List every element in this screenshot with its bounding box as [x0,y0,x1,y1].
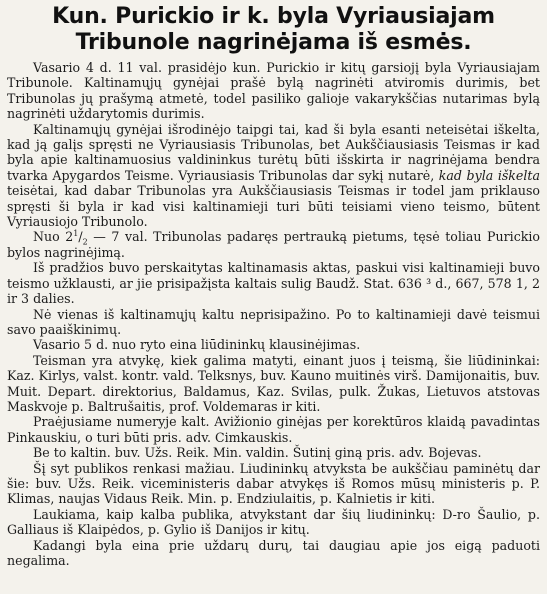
paragraph-11: Laukiama, kaip kalba publika, atvykstant dar šių liudininkų: D-ro Šaulio, p. Galliaus iš Klaipėdos, p. Gylio iš Danijos ir kitų. [7,506,540,538]
paragraph-8: Praėjusiame numeryje kalt. Avižionio ginėjas per korektūros klaidą pavadintas Pinkauskiu, o turi būti pris. adv. Cimkauskis. [7,414,540,445]
paragraph-6: Vasario 5 d. nuo ryto eina liūdininkų klausinėjimas. [33,337,361,353]
fraction-numerator: 1 [73,229,79,239]
headline-line-1: Kun. Purickio ir k. byla Vyriausiajam [52,4,495,29]
paragraph-2-text-a: Kaltinamųjų gynėjai išrodinėjo taipgi tai, kad ši byla esanti neteisėtai iškelta, kad ją galįs spręsti ne Vyriausiasis Tribunolas, bet Aukščiausiasis Teismas ir kad byla apie kaltinamuosius valdininkus turėtų būti išskirta ir nagrinėjama bendra tvarka Apygardos Teisme. Vyriausiasis Tribunolas dar sykį nutarė, [7,121,540,183]
paragraph-12: Kadangi byla eina prie uždarų durų, tai daugiau apie jos eigą paduoti negalima. [7,537,540,568]
paragraph-10: Šį syt publikos renkasi mažiau. Liudininkų atvyksta be aukščiau paminėtų dar šie: buv. Užs. Reik. viceministeris dabar atvykęs iš Romos mūsų ministeris p. P. Klimas, naujas Vidaus Reik. Min. p. Endziulaitis, p. Kalnietis ir kiti. [7,460,540,507]
paragraph-2 [7,122,540,230]
paragraph-2-emphasis: kad byla iškelta [438,167,540,183]
paragraph-2-text-b: teisėtai, kad dabar Tribunolas yra Aukščiausiasis Teismas ir todel jam priklauso spręsti ši byla ir kad visi kaltinamieji turi būti teisiami vieno teismo, būtent Vyriausiojo Tribunolo. [7,183,540,230]
paragraph-7: Teisman yra atvykę, kiek galima matyti, einant juos į teismą, šie liūdininkai: Kaz. Kirlys, valst. kontr. vald. Telksnys, buv. Kauno muitinės virš. Damijonaitis, buv. Muit. Depart. direktorius, Baldamus, Kaz. Svilas, pulk. Žukas, Lietuvos atstovas Maskvoje p. Baltrušaitis, prof. Voldemaras ir kiti. [7,352,540,414]
paragraph-4: Iš pradžios buvo perskaitytas kaltinamasis aktas, paskui visi kaltinamieji buvo teismo užklausti, ar jie prisipažįsta kaltais sulig Baudž. Stat. 636 ³ d., 667, 578 1, 2 ir 3 dalies. [7,260,540,307]
paragraph-3-text-b: — 7 val. Tribunolas padaręs pertrauką pietums, tęsė toliau Purickio bylos nagrinėjimą. [7,229,540,260]
headline-line-2: Tribunole nagrinėjama iš esmės. [75,30,472,55]
paragraph-1: Vasario 4 d. 11 val. prasidėjo kun. Purickio ir kitų garsiojį byla Vyriausiajam Tribunole. Kaltinamųjų gynėjai prašė bylą nagrinėti atviromis durimis, bet Tribunolas jų prašymą atmetė, todel pasiliko galioje vakarykščias nutarimas bylą nagrinėti uždarytomis durimis. [7,60,540,122]
paragraph-3: Nuo $2^1/_2$ — 7 val. Tribunolas padaręs pertrauką pietums, tęsė toliau Purickio bylos nagrinėjimą. [7,229,540,260]
paragraph-5: Nė vienas iš kaltinamųjų kaltu neprisipažino. Po to kaltinamieji davė teismui savo paaiškinimų. [7,306,540,337]
paragraph-3-text-a: Nuo 2 [33,229,74,245]
headline [0,0,547,56]
paragraph-9: Be to kaltin. buv. Užs. Reik. Min. valdin. Šutinį giną pris. adv. Bojevas. [33,445,482,461]
article-body [0,56,547,568]
fraction-denominator: 2 [82,237,88,247]
